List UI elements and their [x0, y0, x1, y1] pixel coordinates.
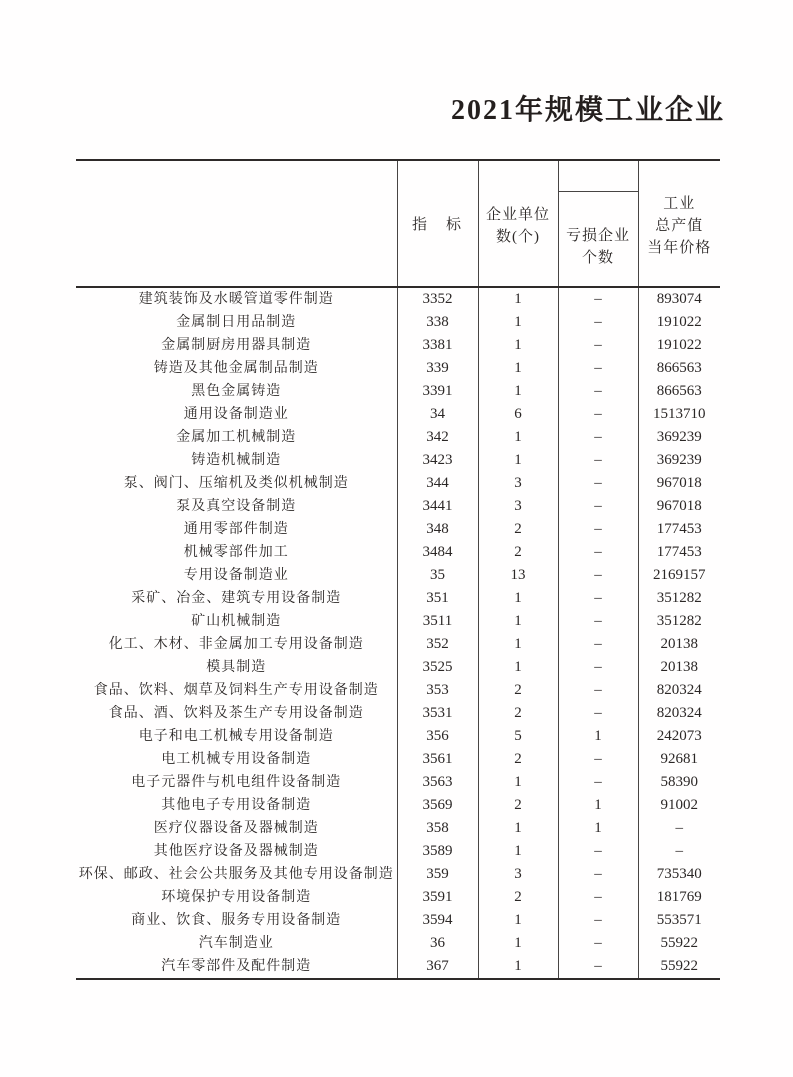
indicator-name-cell: 模具制造: [206, 660, 267, 675]
indicator-name-cell: 电工机械专用设备制造: [161, 752, 312, 767]
gross-output-cell: 177453: [638, 541, 720, 564]
table-row: [76, 403, 720, 426]
enterprise-count-cell: 2: [478, 518, 558, 541]
enterprise-count-cell: 3: [478, 495, 558, 518]
table-row: [76, 725, 720, 748]
gross-output-cell: 967018: [638, 495, 720, 518]
indicator-name-cell: 泵、阀门、压缩机及类似机械制造: [123, 476, 349, 491]
indicator-code-cell: 3381: [397, 334, 478, 357]
table-row: [76, 702, 720, 725]
indicator-code-cell: 344: [397, 472, 478, 495]
gross-output-cell: 177453: [638, 518, 720, 541]
enterprise-count-cell: 1: [478, 955, 558, 979]
enterprise-count-cell: 1: [478, 380, 558, 403]
indicator-code-cell: 367: [397, 955, 478, 979]
table-row: [76, 380, 720, 403]
loss-count-cell: –: [558, 656, 638, 679]
header-indicator-name: [76, 160, 397, 287]
loss-count-cell: –: [558, 426, 638, 449]
loss-count-cell: –: [558, 495, 638, 518]
header-indicator-code: [397, 160, 478, 287]
loss-count-cell: –: [558, 633, 638, 656]
table-row: [76, 840, 720, 863]
table-row: [76, 541, 720, 564]
loss-count-cell: –: [558, 679, 638, 702]
indicator-name-cell: 电子和电工机械专用设备制造: [138, 729, 334, 744]
loss-count-cell: –: [558, 955, 638, 979]
table-row: [76, 955, 720, 979]
gross-output-cell: 967018: [638, 472, 720, 495]
loss-count-cell: –: [558, 334, 638, 357]
gross-output-cell: 866563: [638, 380, 720, 403]
indicator-name-cell: 汽车制造业: [198, 936, 274, 951]
gross-output-cell: 242073: [638, 725, 720, 748]
indicator-code-cell: 359: [397, 863, 478, 886]
indicator-code-cell: 351: [397, 587, 478, 610]
loss-count-empty-subcell: [559, 161, 638, 192]
loss-count-cell: –: [558, 771, 638, 794]
gross-output-cell: 820324: [638, 679, 720, 702]
header-enterprise-count-line1: 企业单位: [485, 206, 550, 223]
indicator-name-cell: 食品、酒、饮料及茶生产专用设备制造: [108, 706, 364, 721]
table-row: [76, 886, 720, 909]
indicator-name-cell: 其他医疗设备及器械制造: [153, 844, 319, 859]
statistics-table: [76, 159, 720, 980]
indicator-code-cell: 3591: [397, 886, 478, 909]
enterprise-count-cell: 1: [478, 840, 558, 863]
gross-output-cell: 20138: [638, 656, 720, 679]
table-row: [76, 311, 720, 334]
gross-output-cell: 91002: [638, 794, 720, 817]
enterprise-count-cell: 1: [478, 449, 558, 472]
indicator-code-cell: 3569: [397, 794, 478, 817]
gross-output-cell: 553571: [638, 909, 720, 932]
loss-count-cell: –: [558, 518, 638, 541]
enterprise-count-cell: 1: [478, 909, 558, 932]
indicator-name-cell: 矿山机械制造: [191, 614, 282, 629]
enterprise-count-cell: 1: [478, 587, 558, 610]
indicator-name-cell: 电子元器件与机电组件设备制造: [131, 775, 342, 790]
gross-output-cell: 2169157: [638, 564, 720, 587]
header-loss-count-line1: 亏损企业: [565, 228, 630, 244]
loss-count-cell: –: [558, 863, 638, 886]
table-row: [76, 334, 720, 357]
table-row: [76, 287, 720, 311]
indicator-name-cell: 化工、木材、非金属加工专用设备制造: [108, 637, 364, 652]
gross-output-cell: 735340: [638, 863, 720, 886]
indicator-name-cell: 机械零部件加工: [183, 545, 289, 560]
loss-count-cell: 1: [558, 794, 638, 817]
indicator-name-cell: 金属制日用品制造: [176, 315, 297, 330]
indicator-name-cell: 环保、邮政、社会公共服务及其他专用设备制造: [78, 867, 394, 882]
table-row: [76, 472, 720, 495]
enterprise-count-cell: 1: [478, 287, 558, 311]
indicator-code-cell: 36: [397, 932, 478, 955]
table-row: [76, 426, 720, 449]
gross-output-cell: 181769: [638, 886, 720, 909]
gross-output-cell: 351282: [638, 587, 720, 610]
loss-count-cell: –: [558, 840, 638, 863]
header-gross-output: [638, 160, 720, 287]
indicator-name-cell: 食品、饮料、烟草及饲料生产专用设备制造: [93, 683, 379, 698]
table-row: [76, 656, 720, 679]
table-row: [76, 564, 720, 587]
loss-count-cell: –: [558, 357, 638, 380]
table-row: [76, 679, 720, 702]
loss-count-cell: –: [558, 886, 638, 909]
indicator-code-cell: 356: [397, 725, 478, 748]
header-gross-output-line2: 总产值: [655, 217, 704, 234]
table-header: [76, 160, 720, 287]
indicator-name-cell: 建筑装饰及水暖管道零件制造: [138, 292, 334, 307]
indicator-code-cell: 353: [397, 679, 478, 702]
indicator-code-cell: 3423: [397, 449, 478, 472]
enterprise-count-cell: 1: [478, 311, 558, 334]
loss-count-cell: –: [558, 587, 638, 610]
header-row: [76, 160, 720, 287]
indicator-code-cell: 3589: [397, 840, 478, 863]
gross-output-cell: 55922: [638, 955, 720, 979]
table-row: [76, 449, 720, 472]
gross-output-cell: 893074: [638, 287, 720, 311]
table-row: [76, 932, 720, 955]
header-gross-output-line1: 工业: [663, 195, 696, 212]
enterprise-count-cell: 3: [478, 863, 558, 886]
gross-output-cell: 369239: [638, 449, 720, 472]
gross-output-cell: 55922: [638, 932, 720, 955]
indicator-name-cell: 其他电子专用设备制造: [161, 798, 312, 813]
enterprise-count-cell: 2: [478, 679, 558, 702]
table-row: [76, 518, 720, 541]
indicator-name-cell: 汽车零部件及配件制造: [161, 959, 312, 974]
loss-count-cell: –: [558, 702, 638, 725]
indicator-name-cell: 金属制厨房用器具制造: [161, 338, 312, 353]
enterprise-count-cell: 1: [478, 656, 558, 679]
table-row: [76, 610, 720, 633]
industry-table: [76, 159, 720, 980]
loss-count-cell: –: [558, 311, 638, 334]
indicator-code-cell: 342: [397, 426, 478, 449]
indicator-code-cell: 34: [397, 403, 478, 426]
indicator-name-cell: 黑色金属铸造: [191, 384, 282, 399]
indicator-code-cell: 3511: [397, 610, 478, 633]
loss-count-cell: –: [558, 932, 638, 955]
indicator-code-cell: 3352: [397, 287, 478, 311]
indicator-code-cell: 35: [397, 564, 478, 587]
enterprise-count-cell: 6: [478, 403, 558, 426]
loss-count-cell: –: [558, 610, 638, 633]
loss-count-cell: 1: [558, 817, 638, 840]
loss-count-cell: –: [558, 472, 638, 495]
loss-count-cell: 1: [558, 725, 638, 748]
enterprise-count-cell: 2: [478, 794, 558, 817]
gross-output-cell: 58390: [638, 771, 720, 794]
loss-count-cell: –: [558, 909, 638, 932]
indicator-name-cell: 通用零部件制造: [183, 522, 289, 537]
enterprise-count-cell: 1: [478, 357, 558, 380]
table-row: [76, 495, 720, 518]
table-row: [76, 357, 720, 380]
indicator-name-cell: 环境保护专用设备制造: [161, 890, 312, 905]
gross-output-cell: –: [638, 840, 720, 863]
indicator-code-cell: 3531: [397, 702, 478, 725]
indicator-code-cell: 3484: [397, 541, 478, 564]
table-row: [76, 817, 720, 840]
loss-count-cell: –: [558, 748, 638, 771]
indicator-name-cell: 医疗仪器设备及器械制造: [153, 821, 319, 836]
enterprise-count-cell: 1: [478, 771, 558, 794]
indicator-code-cell: 3594: [397, 909, 478, 932]
loss-count-cell: –: [558, 564, 638, 587]
indicator-name-cell: 金属加工机械制造: [176, 430, 297, 445]
indicator-name-cell: 采矿、冶金、建筑专用设备制造: [131, 591, 342, 606]
gross-output-cell: 20138: [638, 633, 720, 656]
indicator-name-cell: 泵及真空设备制造: [176, 499, 297, 514]
enterprise-count-cell: 2: [478, 541, 558, 564]
loss-count-cell: –: [558, 380, 638, 403]
gross-output-cell: 92681: [638, 748, 720, 771]
header-enterprise-count: [478, 160, 558, 287]
enterprise-count-cell: 2: [478, 886, 558, 909]
gross-output-cell: 369239: [638, 426, 720, 449]
table-row: [76, 909, 720, 932]
table-body: [76, 287, 720, 979]
header-enterprise-count-label: [479, 200, 558, 248]
indicator-code-cell: 3561: [397, 748, 478, 771]
indicator-code-cell: 358: [397, 817, 478, 840]
loss-count-cell: –: [558, 541, 638, 564]
indicator-code-cell: 3563: [397, 771, 478, 794]
enterprise-count-cell: 1: [478, 633, 558, 656]
loss-count-cell: –: [558, 403, 638, 426]
header-gross-output-label: [639, 189, 721, 259]
enterprise-count-cell: 5: [478, 725, 558, 748]
table-row: [76, 587, 720, 610]
table-row: [76, 633, 720, 656]
gross-output-cell: 866563: [638, 357, 720, 380]
header-loss-count-label: [559, 192, 638, 286]
enterprise-count-cell: 1: [478, 932, 558, 955]
loss-count-cell: –: [558, 287, 638, 311]
header-gross-output-line3: 当年价格: [647, 239, 712, 256]
gross-output-cell: 191022: [638, 334, 720, 357]
indicator-code-cell: 3391: [397, 380, 478, 403]
indicator-name-cell: 铸造机械制造: [191, 453, 282, 468]
enterprise-count-cell: 2: [478, 748, 558, 771]
enterprise-count-cell: 1: [478, 610, 558, 633]
indicator-code-cell: 352: [397, 633, 478, 656]
indicator-code-cell: 348: [397, 518, 478, 541]
header-loss-count: [558, 160, 638, 287]
indicator-name-cell: 商业、饮食、服务专用设备制造: [131, 913, 342, 928]
indicator-name-cell: 铸造及其他金属制品制造: [153, 361, 319, 376]
indicator-name-cell: 通用设备制造业: [183, 407, 289, 422]
gross-output-cell: –: [638, 817, 720, 840]
enterprise-count-cell: 1: [478, 426, 558, 449]
loss-count-cell: –: [558, 449, 638, 472]
gross-output-cell: 1513710: [638, 403, 720, 426]
gross-output-cell: 191022: [638, 311, 720, 334]
indicator-code-cell: 3525: [397, 656, 478, 679]
page-title: 2021年规模工业企业: [450, 95, 725, 126]
enterprise-count-cell: 13: [478, 564, 558, 587]
enterprise-count-cell: 1: [478, 334, 558, 357]
table-row: [76, 863, 720, 886]
indicator-code-cell: 339: [397, 357, 478, 380]
table-row: [76, 771, 720, 794]
header-indicator-code-label: 指 标: [411, 217, 463, 233]
indicator-name-cell: 专用设备制造业: [183, 568, 289, 583]
table-row: [76, 794, 720, 817]
enterprise-count-cell: 3: [478, 472, 558, 495]
gross-output-cell: 351282: [638, 610, 720, 633]
enterprise-count-cell: 2: [478, 702, 558, 725]
enterprise-count-cell: 1: [478, 817, 558, 840]
table-row: [76, 748, 720, 771]
gross-output-cell: 820324: [638, 702, 720, 725]
header-enterprise-count-line2: 数(个): [496, 228, 540, 245]
indicator-code-cell: 338: [397, 311, 478, 334]
header-loss-count-line2: 个数: [581, 250, 614, 266]
indicator-code-cell: 3441: [397, 495, 478, 518]
